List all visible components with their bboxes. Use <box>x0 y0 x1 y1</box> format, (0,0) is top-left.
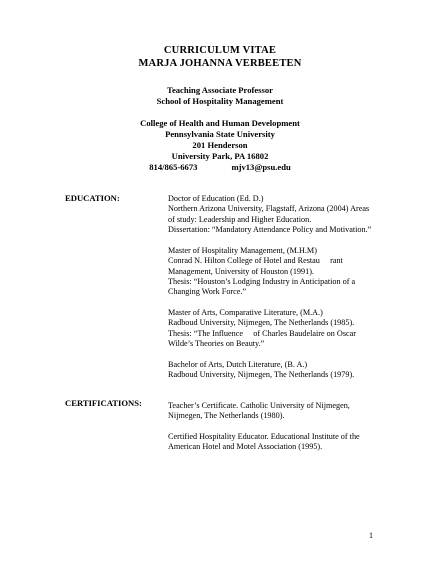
entry-line: Master of Arts, Comparative Literature, (M.A.) <box>168 308 323 318</box>
entry-line: Radboud University, Nijmegen, The Netherlands (1979). <box>168 370 355 380</box>
education-section <box>168 194 398 391</box>
entry-line: Nijmegen, The Netherlands (1980). <box>168 411 285 421</box>
role-block <box>0 85 440 107</box>
building: 201 Henderson <box>192 140 248 150</box>
city-state-zip: University Park, PA 16802 <box>171 151 269 161</box>
entry-line: Certified Hospitality Educator. Educational Institute of the <box>168 432 360 441</box>
entry-line: of study: Leadership and Higher Education. <box>168 214 312 224</box>
certifications-section <box>168 401 398 463</box>
entry-line: Radboud University, Nijmegen, The Netherlands (1985). <box>168 318 355 328</box>
cv-title-block <box>0 44 440 70</box>
page-number: 1 <box>369 531 373 540</box>
entry-line: Dissertation: “Mandatory Attendance Policy and Motivation.” <box>168 225 372 235</box>
entry-line: Wilde’s Theories on Beauty.” <box>168 339 265 349</box>
certifications-label: CERTIFICATIONS: <box>65 398 142 408</box>
education-entry-ba <box>168 360 398 381</box>
contact-row <box>0 162 440 173</box>
education-entry-mhm <box>168 246 398 298</box>
entry-line: Management, University of Houston (1991). <box>168 266 314 276</box>
education-label: EDUCATION: <box>65 193 120 203</box>
phone-number: 814/865-6673 <box>149 162 198 172</box>
cv-title: CURRICULUM VITAE <box>163 45 277 56</box>
entry-line: Northern Arizona University, Flagstaff, Arizona (2004) Areas <box>168 204 370 214</box>
school-name: School of Hospitality Management <box>156 96 284 106</box>
certification-entry-hospitality <box>168 432 398 453</box>
college-name: College of Health and Human Development <box>140 118 300 128</box>
entry-line: Thesis: “The Influence of Charles Baudelaire on Oscar <box>168 328 357 338</box>
entry-line: Bachelor of Arts, Dutch Literature, (B. A.) <box>168 359 308 369</box>
entry-line: Master of Hospitality Management, (M.H.M) <box>168 245 317 255</box>
entry-line: Thesis: “Houston’s Lodging Industry in Anticipation of a <box>168 277 356 287</box>
entry-line: Doctor of Education (Ed. D.) <box>168 194 264 203</box>
entry-line: American Hotel and Motel Association (1995). <box>168 442 323 452</box>
email-address: mjv13@psu.edu <box>231 162 291 172</box>
entry-line: Conrad N. Hilton College of Hotel and Restau rant <box>168 256 343 266</box>
address-block <box>0 118 440 173</box>
education-entry-ma <box>168 308 398 350</box>
education-entry-doctorate <box>168 194 398 236</box>
entry-line: Changing Work Force.” <box>168 287 247 297</box>
cv-name: MARJA JOHANNA VERBEETEN <box>138 58 302 69</box>
job-title: Teaching Associate Professor <box>167 85 273 95</box>
certification-entry-teacher <box>168 401 398 422</box>
university-name: Pennsylvania State University <box>165 129 275 139</box>
entry-line: Teacher’s Certificate. Catholic University of Nijmegen, <box>168 401 350 410</box>
